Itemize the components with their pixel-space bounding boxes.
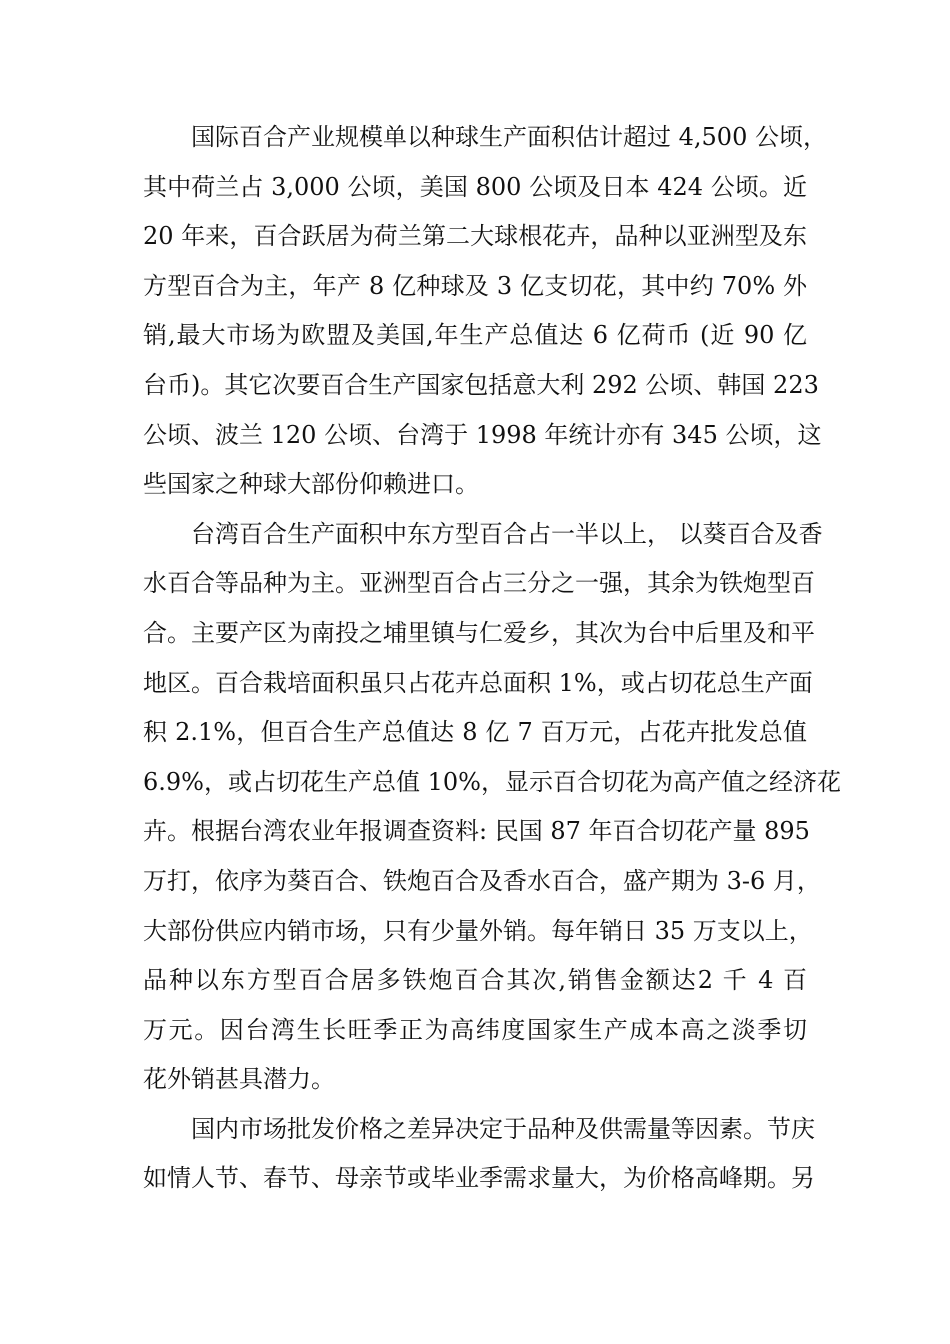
paragraph-domestic-market [143,1105,815,1204]
text-line: 大部份供应内销市场，只有少量外销。每年销日 35 万支以上， [143,916,813,945]
text-line: 国际百合产业规模单以种球生产面积估计超过 4,500 公顷， [191,123,827,151]
text-line: 地区。百合栽培面积虽只占花卉总面积 1%，或占切花总生产面 [143,668,813,697]
text-line: 品种以东方型百合居多铁炮百合其次,销售金额达2 千 4 百 [143,966,807,995]
text-line: 其中荷兰占 3,000 公顷，美国 800 公顷及日本 424 公顷。近 [143,172,807,201]
text-line: 卉。根据台湾农业年报调查资料: 民国 87 年百合切花产量 895 [143,817,810,846]
text-line: 方型百合为主，年产 8 亿种球及 3 亿支切花，其中约 70% 外 [143,271,807,300]
text-line: 台币)。其它次要百合生产国家包括意大利 292 公顷、韩国 223 [143,370,819,399]
text-line: 公顷、波兰 120 公顷、台湾于 1998 年统计亦有 345 公顷，这 [143,420,822,449]
text-line: 花外销甚具潜力。 [143,1065,335,1094]
text-line: 台湾百合生产面积中东方型百合占一半以上， 以葵百合及香 [191,519,823,548]
text-line: 积 2.1%，但百合生产总值达 8 亿 7 百万元，占花卉批发总值 [143,718,807,747]
text-line: 国内市场批发价格之差异决定于品种及供需量等因素。节庆 [191,1114,815,1143]
text-line: 合。主要产区为南投之埔里镇与仁爱乡，其次为台中后里及和平 [143,618,815,647]
text-line: 20 年来，百合跃居为荷兰第二大球根花卉，品种以亚洲型及东 [143,222,807,251]
text-line: 些国家之种球大部份仰赖进口。 [143,470,479,499]
paragraph-international [143,113,827,510]
paragraph-taiwan [143,510,841,1105]
text-line: 如情人节、春节、母亲节或毕业季需求量大，为价格高峰期。另 [143,1164,815,1193]
body-text [143,113,841,1204]
text-line: 6.9%，或占切花生产总值 10%，显示百合切花为高产值之经济花 [143,767,841,796]
text-line: 万元。因台湾生长旺季正为高纬度国家生产成本高之淡季切 [143,1015,807,1044]
text-line: 水百合等品种为主。亚洲型百合占三分之一强，其余为铁炮型百 [143,569,815,598]
text-line: 销,最大市场为欧盟及美国,年生产总值达 6 亿荷币 (近 90 亿 [143,321,807,350]
text-line: 万打，依序为葵百合、铁炮百合及香水百合，盛产期为 3-6 月， [143,866,821,895]
